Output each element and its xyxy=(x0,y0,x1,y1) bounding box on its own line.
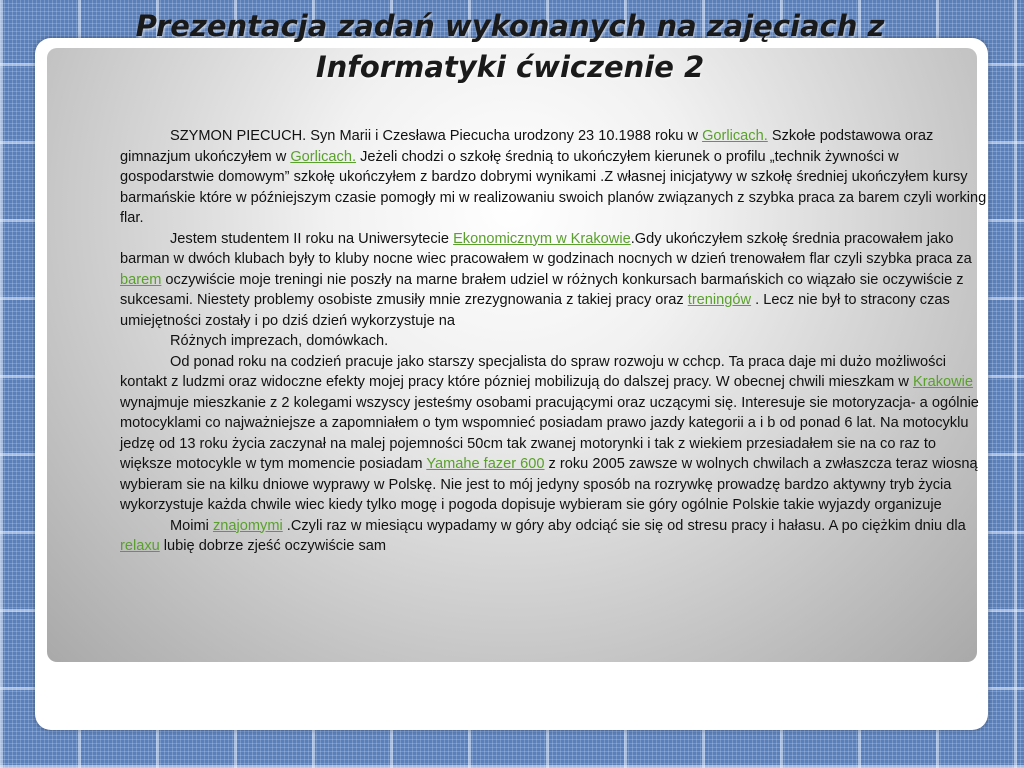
link-gorlicach-2[interactable]: Gorlicach. xyxy=(290,148,357,165)
slide-title xyxy=(60,6,960,88)
title-line-1: Prezentacja zadań wykonanych na zajęciach z xyxy=(135,9,885,43)
text-run: Od ponad roku na codzień pracuje jako starszy specjalista do spraw rozwoju w cchcp. Ta praca daje mi dużo możliwości kontakt z ludzmi oraz widoczne efekty mojej pracy które pózniej mobilizują do dalszej pracy. W obecnej chwili mieszkam w xyxy=(120,353,947,390)
text-run: oczywiście moje treningi nie poszły na marne brałem udziel w różnych konkursach barmańskich co wiązało sie oczywiście z sukcesami. Niestety problemy osobiste zmusiły mnie zrezygnowania z takiej pracy oraz xyxy=(120,271,964,308)
link-ekonomicznym-w-krakowie[interactable]: Ekonomicznym w Krakowie xyxy=(453,230,631,247)
link-treningow[interactable]: treningów xyxy=(687,292,752,308)
paragraph-4 xyxy=(120,352,990,516)
text-run: Moimi xyxy=(170,517,213,534)
text-run: . Lecz nie był to stracony czas umiejętności zostały i po dziś dzień wykorzystuje na xyxy=(120,292,950,329)
text-run: Jeżeli chodzi o szkołę średnią to ukończyłem kierunek o profilu „technik żywności w gospodarstwie domowym” szkołę ukończyłem z bardzo dobrymi wynikami .Z własnej inicjatywy w szkołę średniej ukończyłem kursy barmańskie które w późniejszym czasie pomogły mi w realizowaniu swoich planów związanych z szybka praca za barem czyli working flar. xyxy=(120,148,987,226)
link-yamahe-fazer-600[interactable]: Yamahe fazer 600 xyxy=(426,456,545,472)
link-relaxu[interactable]: relaxu xyxy=(120,538,160,554)
text-run: .Gdy ukończyłem szkołę średnia pracowałem jako barman w dwóch klubach były to kluby nocne wiec pracowałem w godzinach nocnych w dzień trenowałem flar czyli szybka praca za xyxy=(120,230,972,267)
paragraph-2 xyxy=(120,229,990,332)
text-run: Różnych imprezach, domówkach. xyxy=(170,333,389,349)
link-barem[interactable]: barem xyxy=(120,271,162,288)
text-run: Szkołe podstawowa oraz gimnazjum ukończyłem w xyxy=(120,128,934,165)
link-gorlicach-1[interactable]: Gorlicach. xyxy=(702,128,768,144)
link-znajomymi[interactable]: znajomymi xyxy=(212,517,283,534)
text-run: Jestem studentem II roku na Uniwersytecie xyxy=(170,230,454,247)
text-run: z roku 2005 zawsze w wolnych chwilach a zwłaszcza teraz wiosną wybieram sie na kilku dniowe wyprawy w Polskę. Nie jest to mój jedyny sposób na rozrywkę prowadzę bardzo aktywny tryb życia wykorzystuje każda chwile wiec kiedy tylko mogę i pogoda dopisuje wybieram sie góry ogólnie Polskie takie wyjazdy organizuje xyxy=(120,456,978,513)
text-run: lubię dobrze zjeść oczywiście sam xyxy=(159,538,387,554)
title-line-2: Informatyki ćwiczenie 2 xyxy=(315,50,705,84)
paragraph-1 xyxy=(120,126,990,229)
link-krakowie[interactable]: Krakowie xyxy=(912,374,974,390)
text-run: wynajmuje mieszkanie z 2 kolegami wszyscy jesteśmy osobami pracującymi oraz uczącymi się. Interesuje sie motoryzacja- a ogólnie motocyklami co najważniejsze a zapomniałem o tym wspomnieć posiadam prawo jazdy kategorii a i b od ponad 6 lat. Na motocyklu jedzę od 13 roku życia zaczynał na malej pojemności 50cm tak zwanej motorynki i tak z wiekiem przesiadałem sie na co raz to większe motocykle w tym momencie posiadam xyxy=(120,394,979,472)
paragraph-5 xyxy=(120,516,990,557)
text-run: .Czyli raz w miesiącu wypadamy w góry aby odciąć sie się od stresu pracy i hałasu. A po ciężkim dniu dla xyxy=(282,517,966,534)
text-run: SZYMON PIECUCH. Syn Marii i Czesława Piecucha urodzony 23 10.1988 roku w xyxy=(170,128,703,144)
paragraph-3 xyxy=(120,331,990,352)
biography-text xyxy=(120,126,990,557)
